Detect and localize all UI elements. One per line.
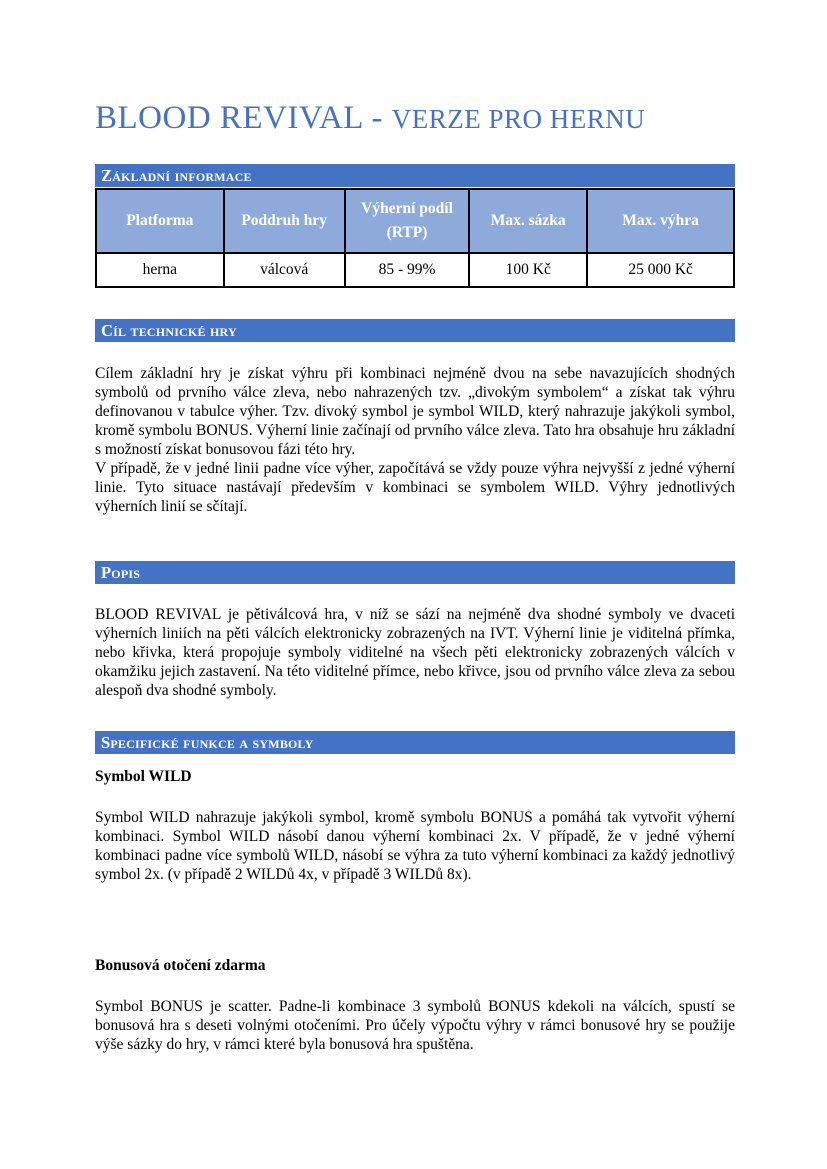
symbol-wild-paragraph: Symbol WILD nahrazuje jakýkoli symbol, kromě symbolu BONUS a pomáhá tak vytvořit výherní kombinaci. Symbol WILD násobí danou výherní kombinaci 2x. V případě, že v jedné výherní kombinaci padne více symbolů WILD, násobí se výhra za tuto výherní kombinaci za každý jednotlivý symbol 2x. (v případě 2 WILDů 4x, v případě 3 WILDů 8x). <box>95 809 735 883</box>
section-header-specificke-funkce-a-symboly: Specifické funkce a symboly <box>95 731 735 754</box>
table-cell-platforma: herna <box>96 253 224 287</box>
popis-paragraph: BLOOD REVIVAL je pětiválcová hra, v níž se sází na nejméně dva shodné symboly ve dvaceti výherních liniích na pěti válcích elektronicky zobrazených na IVT. Výherní linie je viditelná přímka, nebo křivka, která propojuje symboly viditelné na všech pěti elektronicky zobrazených válcích v okamžiku jejich zastavení. Na této viditelné přímce, nebo křivce, jsou od prvního válce zleva za sebou alespoň dva shodné symboly. <box>95 606 735 699</box>
table-row <box>96 253 734 287</box>
table-header-poddruh-hry: Poddruh hry <box>224 189 345 253</box>
section-header-popis: Popis <box>95 561 735 584</box>
page-title <box>95 97 735 140</box>
page-title-main: BLOOD REVIVAL - <box>95 100 392 136</box>
goal-paragraph-2: V případě, že v jedné linii padne více výher, započítává se vždy pouze výhra nejvyšší z jedné výherní linie. Tyto situace nastávají především v kombinaci se symbolem WILD. Výhry jednotlivých výherních linií se sčítají. <box>95 460 735 515</box>
table-header-max-sazka: Max. sázka <box>469 189 587 253</box>
table-cell-vyherni-podil-rtp: 85 - 99% <box>345 253 469 287</box>
table-cell-max-vyhra: 25 000 Kč <box>587 253 734 287</box>
page-title-subtitle: VERZE PRO HERNU <box>391 104 646 134</box>
goal-paragraph-1: Cílem základní hry je získat výhru při kombinaci nejméně dvou na sebe navazujících shodných symbolů od prvního válce zleva, nebo nahrazených tzv. „divokým symbolem“ a získat tak výhru definovanou v tabulce výher. Tzv. divoký symbol je symbol WILD, který nahrazuje jakýkoli symbol, kromě symbolu BONUS. Výherní linie začínají od prvního válce zleva. Tato hra obsahuje hru základní s možností získat bonusovou fázi této hry. <box>95 365 735 458</box>
basic-info-table <box>95 188 735 288</box>
table-header-row <box>96 189 734 253</box>
bonusova-otoceni-zdarma-heading: Bonusová otočení zdarma <box>95 957 266 974</box>
table-header-vyherni-podil-rtp: Výherní podíl (RTP) <box>345 189 469 253</box>
section-header-cil-technicke-hry: Cíl technické hry <box>95 319 735 342</box>
symbol-wild-heading: Symbol WILD <box>95 768 192 785</box>
bonusova-otoceni-zdarma-paragraph: Symbol BONUS je scatter. Padne-li kombinace 3 symbolů BONUS kdekoli na válcích, spustí se bonusová hra s deseti volnými otočeními. Pro účely výpočtu výhry v rámci bonusové hry se použije výše sázky do hry, v rámci které byla bonusová hra spuštěna. <box>95 998 735 1053</box>
table-cell-poddruh-hry: válcová <box>224 253 345 287</box>
table-cell-max-sazka: 100 Kč <box>469 253 587 287</box>
table-header-platforma: Platforma <box>96 189 224 253</box>
section-header-zakladni-informace: Základní informace <box>95 164 735 187</box>
table-header-max-vyhra: Max. výhra <box>587 189 734 253</box>
